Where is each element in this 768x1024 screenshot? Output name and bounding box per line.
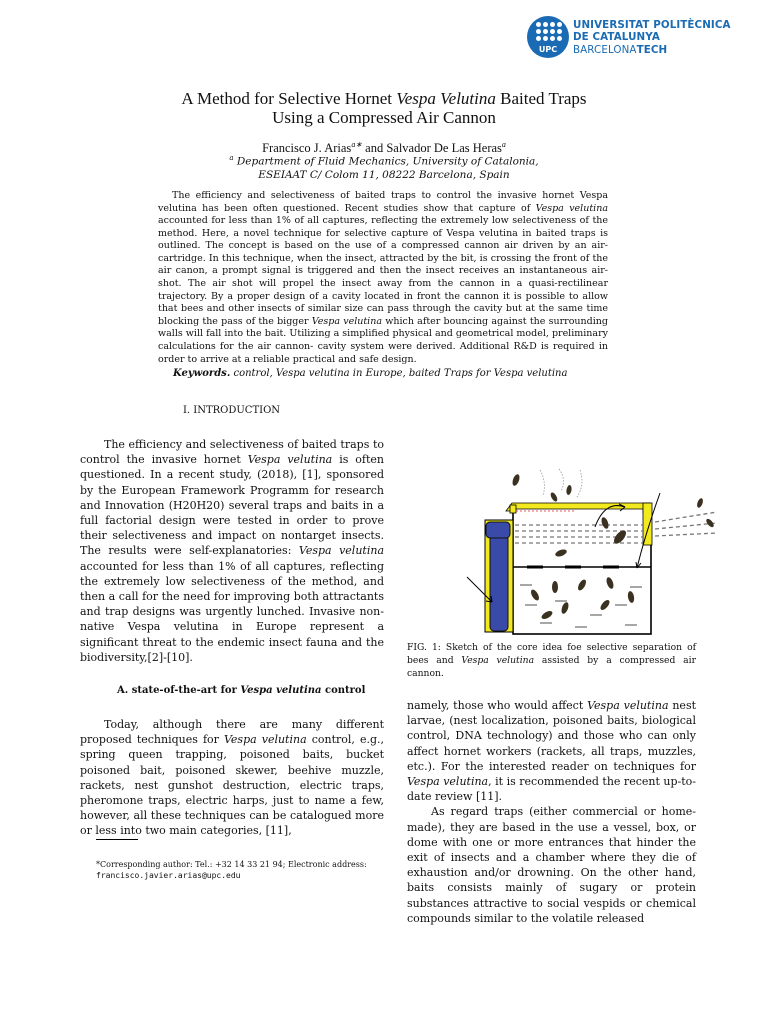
paper-title: A Method for Selective Hornet Vespa Velutina Baited Traps Using a Compressed Air Cannon — [181, 89, 587, 127]
authors: Francisco J. Arias$^{a∗}$ and Salvador De Las Heras$^a$ — [262, 140, 506, 156]
cavity-side-wall — [643, 503, 652, 545]
state-of-art-paragraph: Today, although there are many different proposed techniques for Vespa velutina control, e.g., spring queen trapping, poisoned baits, bucket poisoned bait, poisoned skewer, beehive muzzle, rackets, nest gunshot destruction, electric traps, pheromone traps, electric harps, just to name a few, however, all these techniques can be catalogued more or less into two main categories, [11], — [80, 718, 385, 838]
figure-trap-sketch — [455, 465, 720, 635]
subsection-heading: A. state-of-the-art for Vespa velutina control — [117, 685, 366, 696]
air-cartridge-cylinder — [490, 535, 508, 631]
institution-line-3: BARCELONATECH — [573, 43, 668, 56]
keywords-text: control, Vespa velutina in Europe, baited Traps for Vespa velutina — [230, 368, 568, 379]
upc-logo — [527, 16, 757, 60]
upc-acronym: UPC — [538, 45, 558, 54]
affiliation: $^a$ Department of Fluid Mechanics, University of Catalonia, ESEIAAT C/ Colom 11, 08222 Barcelona, Spain — [229, 154, 539, 181]
section-heading-introduction: I. INTRODUCTION — [182, 405, 281, 416]
intro-paragraph: The efficiency and selectiveness of baited traps to control the invasive hornet Vespa velutina is often questioned. In a recent study, (2018), [1], sponsored by the European Framework Programm for research and Innovation (H20H20) several traps and baits in a full factorial design were tested in order to prove their selectiveness and impact on nontarget insects. The results were self-explanatories: Vespa velutina accounted for less than 1% of all captures, reflecting the extremely low selectiveness of the method, and then a call for the need for improving both attractants and trap designs was urgently lunched. Invasive non-native Vespa velutina in Europe represent a significant threat to the endemic insect fauna and the biodiversity,[2]-[10]. — [80, 438, 384, 664]
keywords — [173, 368, 567, 380]
title-line-2: Using a Compressed Air Cannon — [272, 107, 496, 127]
institution-line-2: DE CATALUNYA — [573, 31, 660, 44]
footnote: *Corresponding author: Tel.: +32 14 33 21 94; Electronic address: francisco.javier.arias@upc.edu — [96, 860, 367, 880]
institution-name — [573, 19, 759, 56]
figure-caption: FIG. 1: Sketch of the core idea foe selective separation of bees and Vespa velutina assisted by a compressed air cannon. — [407, 642, 696, 679]
institution-line-1: UNIVERSITAT POLITÈCNICA — [573, 19, 731, 31]
abstract: The efficiency and selectiveness of baited traps to control the invasive hornet Vespa velutina has been often questioned. Recent studies show that capture of Vespa velutina accounted for less than 1% of all captures, reflecting the extremely low selectiveness of the method. Here, a novel technique for selective capture of Vespa velutina in baited traps is outlined. The concept is based on the use of a compressed cannon air driven by an air-cartridge. In this technique, when the insect, attracted by the bit, is crossing the front of the air canon, a prompt signal is triggered and then the insect receives an instantaneous air-shot. The air shot will propel the insect away from the cannon in a quasi-rectilinear trajectory. By a proper design of a cavity located in front the cannon it is possible to allow that bees and other insects of similar size can pass through the cavity but at the same time blocking the pass of the bigger Vespa velutina which after bouncing against the surrounding walls will fall into the bait. Utilizing a simplified physical and geometrical model, preliminary calculations for the air cannon- cavity system were derived. Additional R&D is required in order to arrive at a reliable practical and safe design. — [158, 190, 608, 365]
keywords-label: Keywords. — [173, 368, 231, 379]
flight-paths — [540, 469, 582, 497]
sensor — [510, 505, 516, 513]
cannon-head — [486, 522, 510, 538]
right-column-text: namely, those who would affect Vespa velutina nest larvae, (nest localization, poisoned baits, biological control, DNA technology) and those who can only affect hornet workers (rackets, all traps, muzzles, etc.). For the interested reader on techniques for Vespa velutina, it is recommended the recent up-to-date review [11]. As regard traps (either commercial or home-made), they are based in the use a vessel, box, or dome with one or more entrances that hinder the exit of insects and a chamber where they die of exhaustion and/or drowning. On the other hand, baits consists mainly of sugary or protein substances attractive to social vespids or chemical compounds similar to the volatile released — [407, 699, 697, 925]
right-column-paragraph-2: As regard traps (either commercial or home-made), they are based in the use a vessel, box, or dome with one or more entrances that hinder the exit of insects and a chamber where they die of exhaustion and/or drowning. On the other hand, baits consists mainly of sugary or protein substances attractive to social vespids or chemical compounds similar to the volatile released — [407, 805, 696, 925]
footnote-rule — [96, 839, 138, 840]
title-species: Vespa Velutina — [396, 89, 496, 108]
author-email: francisco.javier.arias@upc.edu — [96, 871, 241, 880]
upc-emblem — [527, 16, 569, 58]
trap-box — [513, 507, 651, 634]
